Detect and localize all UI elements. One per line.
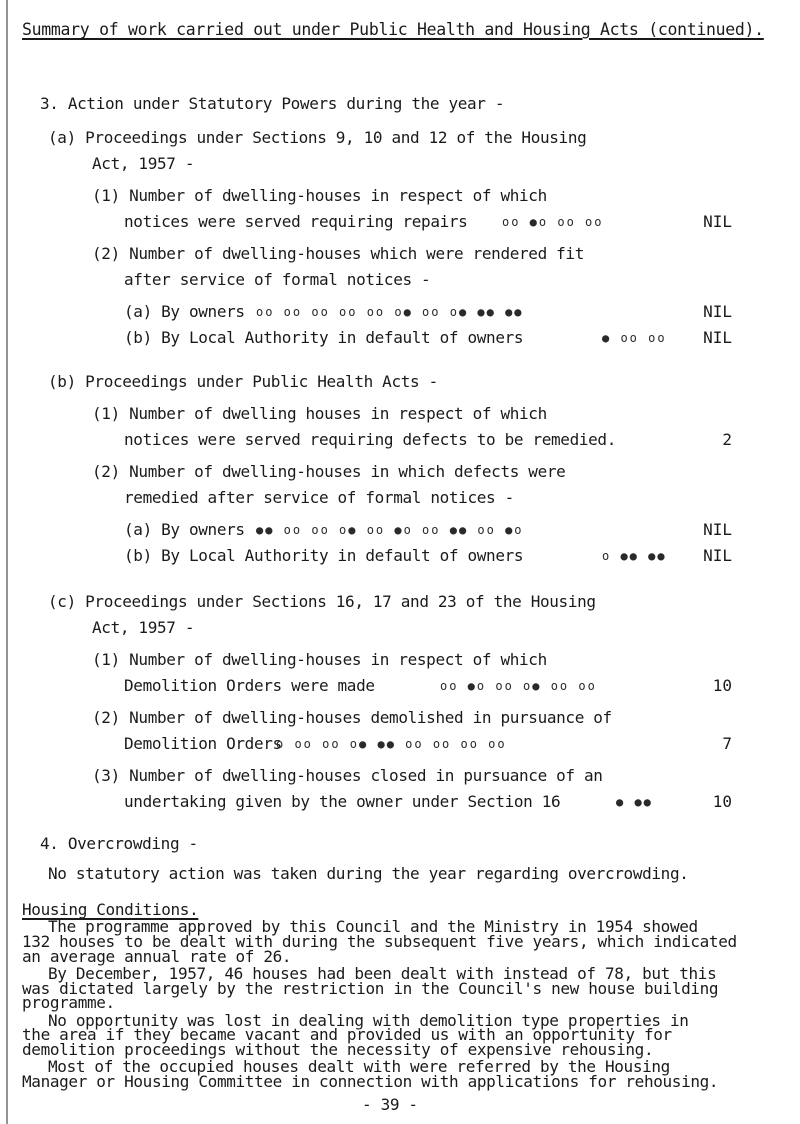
item-3b2b-label: (b) By Local Authority in default of owners <box>124 546 524 565</box>
paragraph-3-line2: the area if they became vacant and provided us with an opportunity for <box>22 1025 672 1045</box>
item-3b1-line2: notices were served requiring defects to be remedied. <box>124 430 616 449</box>
item-3c2-line1: (2) Number of dwelling-houses demolished in pursuance of <box>92 708 612 727</box>
item-3a1-line1: (1) Number of dwelling-houses in respect of which <box>92 186 547 205</box>
item-3b2b-value: NIL <box>703 546 732 565</box>
page-number: - 39 - <box>362 1095 418 1114</box>
paragraph-3-line1: No opportunity was lost in dealing with demolition type properties in <box>48 1010 689 1030</box>
paragraph-1-line3: an average annual rate of 26. <box>22 946 292 966</box>
item-3c1-value: 10 <box>712 676 732 695</box>
section-3a-heading-line2: Act, 1957 - <box>92 154 195 173</box>
section-3a-heading-line1: (a) Proceedings under Sections 9, 10 and 12 of the Housing <box>48 128 587 147</box>
item-3a2a-label: (a) By owners <box>124 302 245 321</box>
leader-dots: o oo oo o● ●● oo oo oo oo <box>276 737 507 751</box>
section-3b-heading: (b) Proceedings under Public Health Acts - <box>48 372 438 391</box>
paragraph-1-line2: 132 houses to be dealt with during the subsequent five years, which indicated <box>22 932 737 952</box>
item-3a1-value: NIL <box>703 212 732 231</box>
leader-dots: oo ●o oo o● oo oo <box>440 679 597 693</box>
page-title: Summary of work carried out under Public Health and Housing Acts (continued). <box>22 20 764 39</box>
paragraph-2-line1: By December, 1957, 46 houses had been dealt with instead of 78, but this <box>48 964 717 984</box>
binding-edge-line <box>6 0 8 1124</box>
item-3b2a-label: (a) By owners <box>124 520 245 539</box>
housing-conditions-heading: Housing Conditions. <box>22 900 199 919</box>
paragraph-2-line3: programme. <box>22 993 115 1013</box>
paragraph-3-line3: demolition proceedings without the necessity of expensive rehousing. <box>22 1039 654 1059</box>
item-3c1-line2: Demolition Orders were made <box>124 676 375 695</box>
item-3b2a-value: NIL <box>703 520 732 539</box>
item-3c2-line2: Demolition Orders <box>124 734 282 753</box>
item-3c3-value: 10 <box>712 792 732 811</box>
section-3-heading: 3. Action under Statutory Powers during the year - <box>40 94 505 113</box>
item-3a2a-value: NIL <box>703 302 732 321</box>
item-3a2b-label: (b) By Local Authority in default of owners <box>124 328 524 347</box>
item-3c2-value: 7 <box>722 734 732 753</box>
item-3b2-line2: remedied after service of formal notices - <box>124 488 514 507</box>
section-4-heading: 4. Overcrowding - <box>40 834 198 853</box>
item-3a2-line2: after service of formal notices - <box>124 270 431 289</box>
section-3c-heading-line2: Act, 1957 - <box>92 618 195 637</box>
leader-dots: ● oo oo <box>602 331 667 345</box>
leader-dots: o ●● ●● <box>602 549 667 563</box>
section-3c-heading-line1: (c) Proceedings under Sections 16, 17 and 23 of the Housing <box>48 592 596 611</box>
leader-dots: oo oo oo oo oo o● oo o● ●● ●● <box>256 305 524 319</box>
item-3c3-line1: (3) Number of dwelling-houses closed in pursuance of an <box>92 766 603 785</box>
paragraph-4-line1: Most of the occupied houses dealt with were referred by the Housing <box>48 1057 670 1077</box>
section-4-text: No statutory action was taken during the year regarding overcrowding. <box>48 864 689 883</box>
leader-dots: ●● oo oo o● oo ●o oo ●● oo ●o <box>256 523 524 537</box>
item-3b2-line1: (2) Number of dwelling-houses in which defects were <box>92 462 566 481</box>
leader-dots: ● ●● <box>616 795 653 809</box>
item-3a1-line2: notices were served requiring repairs <box>124 212 468 231</box>
item-3b1-line1: (1) Number of dwelling houses in respect of which <box>92 404 547 423</box>
leader-dots: oo ●o oo oo <box>502 215 604 229</box>
paragraph-4-line2: Manager or Housing Committee in connection with applications for rehousing. <box>22 1072 719 1091</box>
paragraph-1-line1: The programme approved by this Council and the Ministry in 1954 showed <box>48 917 698 937</box>
item-3b1-value: 2 <box>722 430 732 449</box>
item-3a2-line1: (2) Number of dwelling-houses which were rendered fit <box>92 244 584 263</box>
item-3c1-line1: (1) Number of dwelling-houses in respect of which <box>92 650 547 669</box>
paragraph-2-line2: was dictated largely by the restriction in the Council's new house building <box>22 978 719 998</box>
item-3c3-line2: undertaking given by the owner under Section 16 <box>124 792 561 811</box>
item-3a2b-value: NIL <box>703 328 732 347</box>
